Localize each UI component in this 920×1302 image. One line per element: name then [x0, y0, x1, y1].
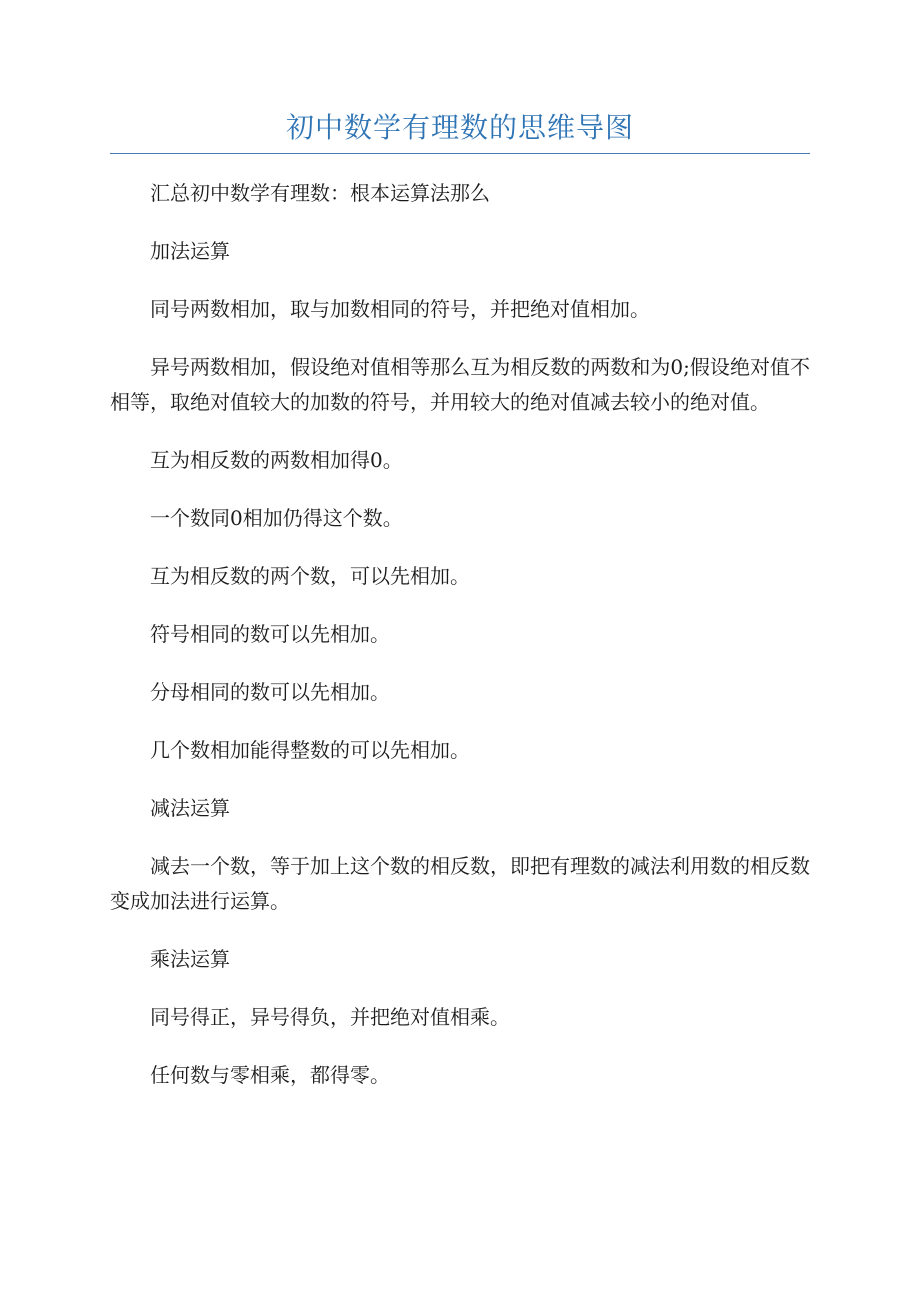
- paragraph: 任何数与零相乘，都得零。: [150, 1063, 390, 1087]
- paragraph-summary: 汇总初中数学有理数：根本运算法那么: [150, 181, 490, 205]
- paragraph: 同号两数相加，取与加数相同的符号，并把绝对值相加。: [150, 297, 650, 321]
- paragraph: 几个数相加能得整数的可以先相加。: [150, 738, 470, 762]
- paragraph: 一个数同0相加仍得这个数。: [150, 506, 403, 530]
- heading-addition: 加法运算: [150, 239, 230, 263]
- page-title: 初中数学有理数的思维导图: [285, 111, 634, 144]
- heading-multiplication: 乘法运算: [150, 947, 230, 971]
- title-underline: [110, 153, 810, 154]
- paragraph: 分母相同的数可以先相加。: [150, 680, 390, 704]
- paragraph: 互为相反数的两个数，可以先相加。: [150, 564, 470, 588]
- paragraph: 互为相反数的两数相加得0。: [150, 448, 403, 472]
- paragraph: 同号得正，异号得负，并把绝对值相乘。: [150, 1005, 510, 1029]
- paragraph: 异号两数相加，假设绝对值相等那么互为相反数的两数和为0;假设绝对值不相等，取绝对值较大的加数的符号，并用较大的绝对值减去较小的绝对值。: [110, 355, 810, 414]
- paragraph: 符号相同的数可以先相加。: [150, 622, 390, 646]
- heading-subtraction: 减法运算: [150, 796, 230, 820]
- document-body: [110, 176, 810, 1116]
- paragraph: 减去一个数，等于加上这个数的相反数，即把有理数的减法利用数的相反数变成加法进行运算。: [110, 854, 810, 913]
